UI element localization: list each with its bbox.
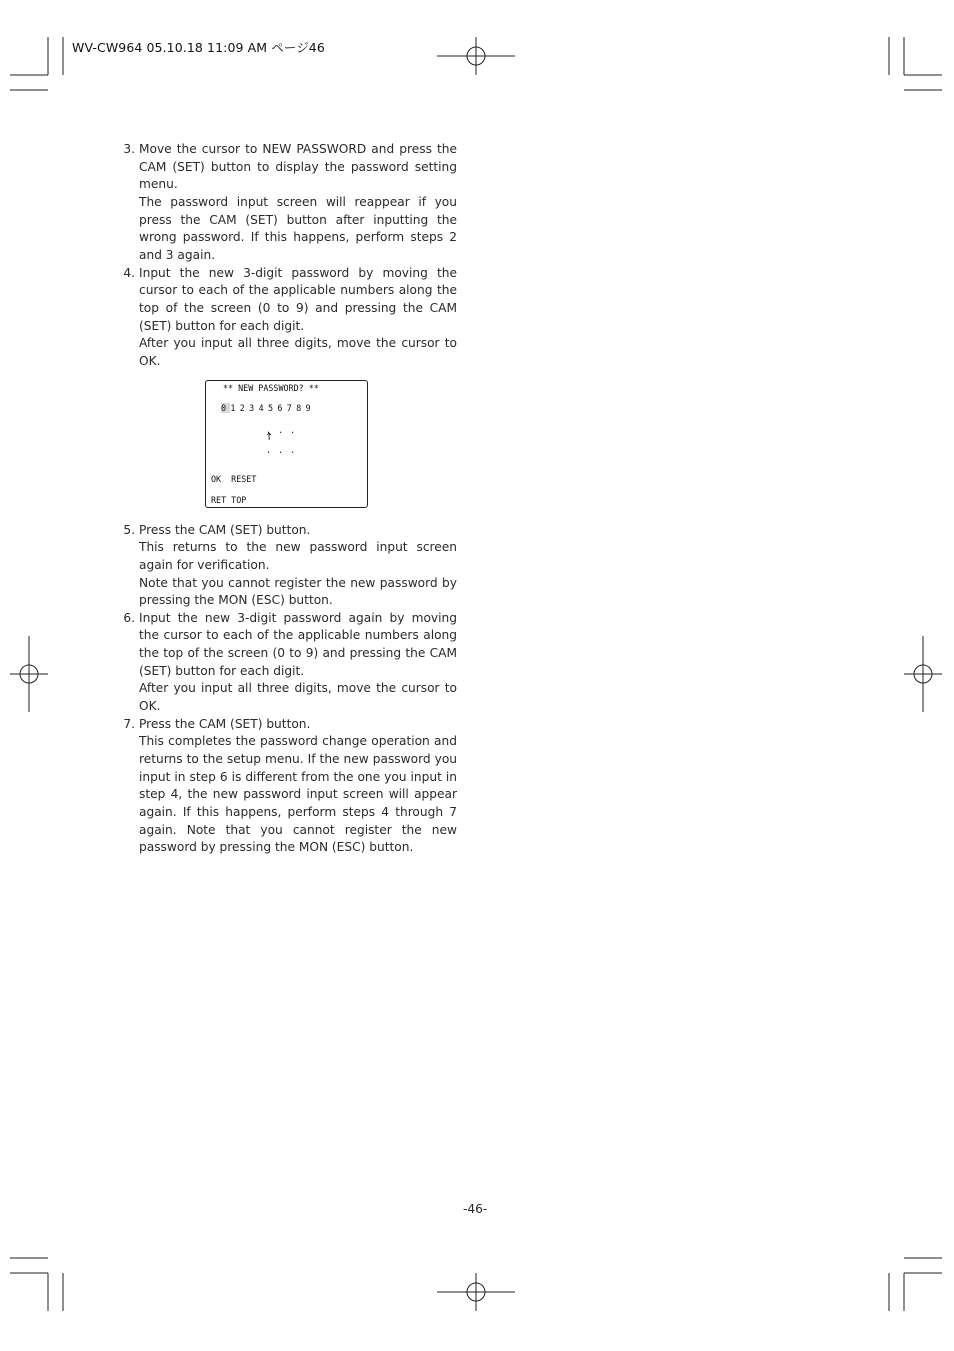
step-text: This returns to the new password input screen again for verification. — [139, 540, 457, 572]
instructions — [117, 141, 457, 857]
step-text: Move the cursor to NEW PASSWORD and press the CAM (SET) button to display the password setting menu. — [139, 142, 457, 192]
print-header: WV-CW964 05.10.18 11:09 AM ページ46 — [72, 40, 325, 55]
cursor-arrow-icon: ↑ — [265, 431, 274, 443]
page-number: -46- — [463, 1202, 488, 1216]
password-screen-illustration — [205, 380, 368, 508]
step-text: This completes the password change operation and returns to the setup menu. If the new password you input in step 6 is different from the one you input in step 4, the new password input screen will appear again. If this happens, perform steps 4 through 7 again. Note that you cannot register the new password by pressing the MON (ESC) button. — [139, 734, 457, 855]
step-text: Press the CAM (SET) button. — [139, 522, 311, 537]
step-6 — [117, 610, 457, 716]
step-text: After you input all three digits, move the cursor to OK. — [139, 336, 457, 368]
digit-7: 7 — [286, 402, 292, 413]
step-number: 6. — [123, 610, 135, 625]
digit-4: 4 — [258, 402, 264, 413]
digit-9: 9 — [305, 402, 311, 413]
digit-row — [221, 403, 315, 413]
digit-3: 3 — [249, 402, 255, 413]
digit-5: 5 — [267, 402, 273, 413]
entry-dots-top: . . . — [266, 424, 297, 435]
digit-6: 6 — [277, 402, 283, 413]
step-number: 3. — [123, 142, 135, 156]
digit-0: 0 — [221, 403, 230, 413]
step-4 — [117, 265, 457, 371]
digit-8: 8 — [296, 402, 302, 413]
ok-reset-line: OK RESET — [211, 473, 257, 484]
step-text: The password input screen will reappear if you press the CAM (SET) button after inputting the wrong password. If this happens, perform steps 2 and 3 again. — [139, 194, 457, 262]
step-5 — [117, 522, 457, 610]
step-text: Input the new 3-digit password again by moving the cursor to each of the applicable numbers along the top of the screen (0 to 9) and pressing the CAM (SET) button for each digit. — [139, 610, 457, 678]
screen-title: ** NEW PASSWORD? ** — [223, 382, 319, 393]
step-number: 4. — [123, 265, 135, 280]
step-number: 5. — [123, 522, 135, 537]
step-number: 7. — [123, 716, 135, 731]
step-text: Note that you cannot register the new password by pressing the MON (ESC) button. — [139, 575, 457, 608]
ret-top-line: RET TOP — [211, 494, 247, 505]
step-7 — [117, 716, 457, 857]
step-text: After you input all three digits, move the cursor to OK. — [139, 681, 457, 714]
step-text: Input the new 3-digit password by moving the cursor to each of the applicable numbers along the top of the screen (0 to 9) and pressing the CAM (SET) button for each digit. — [139, 265, 457, 333]
entry-dots-bottom: . . . — [266, 444, 297, 455]
digit-2: 2 — [239, 402, 245, 413]
step-text: Press the CAM (SET) button. — [139, 716, 311, 731]
digit-1: 1 — [230, 402, 236, 413]
step-3 — [117, 141, 457, 265]
